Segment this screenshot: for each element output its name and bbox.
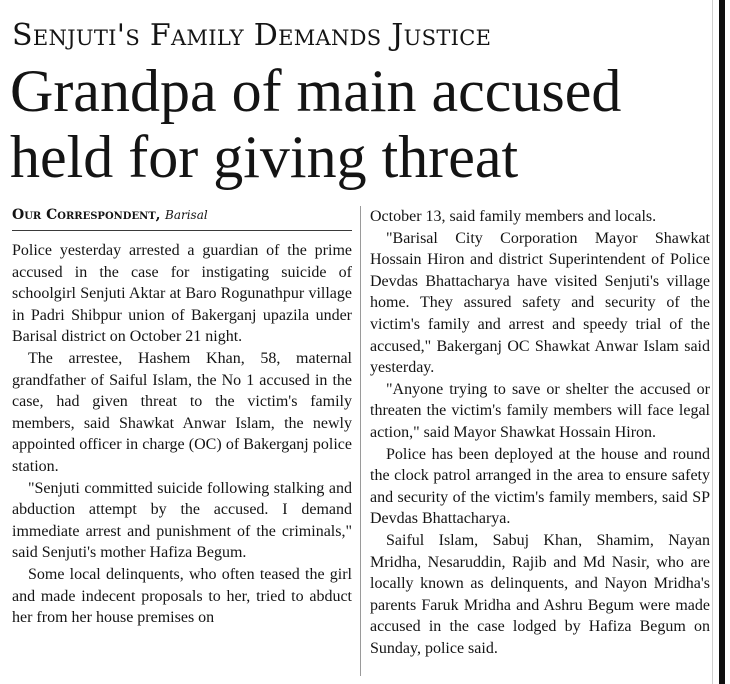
headline-line-1: Grandpa of main accused <box>10 58 622 124</box>
page-edge-rule <box>712 0 730 684</box>
byline-rule <box>12 230 352 231</box>
paragraph: Saiful Islam, Sabuj Khan, Shamim, Nayan Mridha, Nesaruddin, Rajib and Md Nasir, who are locally known as delinquents, and Nayon Mridha's parents Faruk Mridha and Ashru Begum were made accused in the case lodged by Hafiza Begum on Sunday, police said. <box>370 531 710 657</box>
article-headline <box>10 58 710 190</box>
paragraph: Some local delinquents, who often teased the girl and made indecent proposals to her, tried to abduct her from her house premises on <box>12 565 352 627</box>
byline <box>12 205 352 225</box>
right-column <box>370 206 710 659</box>
page-edge-bar <box>719 0 725 684</box>
headline-line-2: held for giving threat <box>10 124 519 190</box>
article-kicker: Senjuti's Family Demands Justice <box>12 18 492 53</box>
paragraph: Police has been deployed at the house and round the clock patrol arranged in the area to ensure safety and security of the victim's family members, said SP Devdas Bhattacharya. <box>370 445 710 528</box>
paragraph: "Senjuti committed suicide following stalking and abduction attempt by the accused. I demand immediate arrest and punishment of the criminals," said Senjuti's mother Hafiza Begum. <box>12 479 352 562</box>
paragraph: Police yesterday arrested a guardian of the prime accused in the case for instigating suicide of schoolgirl Senjuti Aktar at Baro Rogunathpur village in Padri Shibpur union of Bakerganj upazila under Barisal district on October 21 night. <box>12 242 352 346</box>
paragraph: "Barisal City Corporation Mayor Shawkat Hossain Hiron and district Superintendent of Police Devdas Bhattacharya have visited Senjuti's village home. They assured safety and security of the victim's family and arrest and speedy trial of the accused," Bakerganj OC Shawkat Anwar Islam said yesterday. <box>370 229 710 377</box>
paragraph: "Anyone trying to save or shelter the accused or threaten the victim's family members will face legal action," said Mayor Shawkat Hossain Hiron. <box>370 380 710 441</box>
left-column <box>12 240 352 629</box>
byline-name: Our Correspondent, <box>12 207 161 223</box>
paragraph: The arrestee, Hashem Khan, 58, maternal grandfather of Saiful Islam, the No 1 accused in the case, had given threat to the victim's family members, said Shawkat Anwar Islam, the newly appointed officer in charge (OC) of Bakerganj police station. <box>12 349 352 475</box>
column-divider <box>360 206 361 676</box>
paragraph: October 13, said family members and locals. <box>370 208 657 225</box>
byline-place: Barisal <box>165 208 208 222</box>
